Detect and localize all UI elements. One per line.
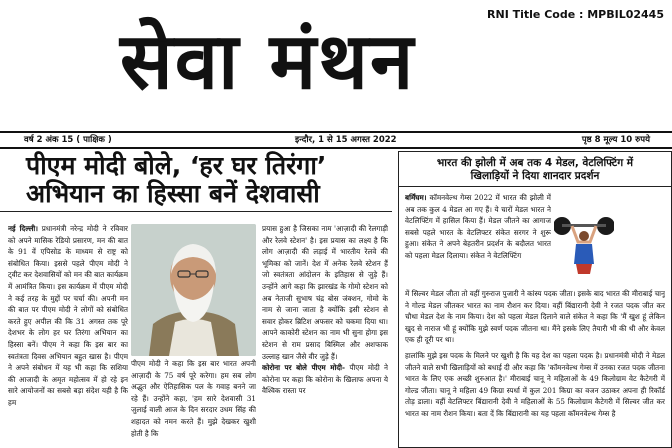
photo-caption-text: पीएम मोदी ने कहा कि इस बार भारत अपनी आज़ादी के 75 वर्ष पूरे करेगा। हम सब लोग अद्भुत और ऐतिहासिक पल के गवाह बनने जा रहे हैं। उन्होंने कहा, 'हम सारे देशवासी 31 जुलाई वाली आज के दिन सरदार उधम सिंह की शहादत को नमन करते हैं। मुझे देखकर खुशी होती है कि xyxy=(131,359,256,438)
issue-place-date: इन्दौर, 1 से 15 अगस्त 2022 xyxy=(295,135,397,145)
side-story-intro: कॉमनवेल्थ गेम्स 2022 में भारत की झोली में अब तक कुल 4 मेडल आ गए हैं। ये चारों मेडल भारत ने वेटलिफ्टिंग में हासिल किया हैं। मेडल जीतने का आगाज सबसे पहले भारत के वेटलिफ्टर संकेत सरगर ने शुरू हुआ। संकेत ने अपने बेहतरीन प्रदर्शन के बदौलत भारत को पहला मेडल दिलाया। संकेत ने वेटलिफ्टिंग xyxy=(405,193,551,260)
rni-code: RNI Title Code : MPBIL02445 xyxy=(487,8,664,21)
side-headline-divider xyxy=(399,186,671,187)
pm-portrait-illustration xyxy=(131,224,256,356)
main-story-column-1 xyxy=(8,223,128,445)
issue-pages-price: पृष्ठ 8 मूल्य 10 रुपये xyxy=(581,135,650,145)
main-story-column-2 xyxy=(262,223,388,445)
main-story-col2-text: प्रयास हुआ है जिसका नाम 'आज़ादी की रेलगाड़ी और रेलवे स्टेशन' है। इस प्रयास का लक्ष्य है कि लोग आज़ादी की लड़ाई में भारतीय रेलवे की भूमिका को जानें। देश में अनेक रेलवे स्टेशन हैं जो स्वतंत्रता आंदोलन के इतिहास से जुड़े हैं। उन्होंने आगे कहा कि झारखंड के गोमो स्टेशन को अब नेताजी सुभाष चंद्र बोस जंक्शन, गोमो के नाम से जाना जाता है क्योंकि इसी स्टेशन से सवार होकर ब्रिटिश अफसर को चकमा दिया था। आपने काकोरी स्टेशन का नाम भी सुना होगा इस स्टेशन से राम प्रसाद बिस्मिल और अशफाक उल्लाह खान जैसे वीर जुड़े हैं। xyxy=(262,224,388,361)
newspaper-title: सेवा मंथन xyxy=(120,17,416,107)
headline-divider xyxy=(0,211,392,212)
side-headline-line2: खिलाड़ियों ने दिया शानदार प्रदर्शन xyxy=(470,170,600,182)
main-story-col1-text: प्रधानमंत्री नरेन्द्र मोदी ने रविवार को अपने मासिक रेडियो प्रसारण, मन की बात के 91 वें एपिसोड के माध्यम से राष्ट्र को संबोधित किया। इससे पहले पीएम मोदी ने ट्वीट कर देशवासियों को मन की बात कार्यक्रम में आमंत्रित किया। इस कार्यक्रम में पीएम मोदी ने कई तरह के मुद्दों पर चर्चा की। अपनी मन की बात पर पीएम मोदी ने लोगों को संबोधित करते हुए अपील की कि 31 अगस्त तक पूरे देशभर के लोग हर घर तिरंगा अभियान का हिस्सा बनें। पीएम ने कहा कि इस बार का स्वतंत्रता दिवस अभियान बहुत खास है। पीएम ने अपने संबोधन में यह भी कहा कि सशिया की आजादी के अमृत महोत्सव में हो रहे इन सारे आयोजनों का सबसे बड़ा संदेश यही है कि हम xyxy=(8,224,128,407)
pm-modi-photo xyxy=(131,224,256,356)
weightlifter-illustration xyxy=(554,212,614,274)
main-headline-line1: पीएम मोदी बोले, ‘हर घर तिरंगा’ xyxy=(26,151,327,180)
weightlifter-photo xyxy=(554,212,614,274)
side-headline-line1: भारत की झोली में अब तक 4 मेडल, वेटलिफ्टिंग में xyxy=(436,157,634,169)
main-headline xyxy=(26,152,396,208)
side-story-body: में सिल्वर मेडल जीता तो वहीं गुरुराज पुजारी ने कांस्य पदक जीता। इसके बाद भारत की मीराबाई चानू ने गोल्ड मेडल जीतकर भारत का नाम रौशन कर दिया। वहीं बिंद्यारानी देवी ने रजत पदक जीत कर चौथा मेडल देश के नाम किया। देश को पहला मेडल दिलाने वाले संकेत ने कहा कि 'मैं खुश हूं लेकिन खुद से नाराज भी हूं क्योंकि मुझे स्वर्ण पदक जीतना था। मैंने इसके लिए तैयारी भी की थी और केवल एक ही दूरी पर था। xyxy=(405,289,665,345)
issue-bar xyxy=(0,131,672,149)
main-story-col2-tail: पीएम मोदी ने कोरोना पर कहा कि कोरोना के खिलाफ अपना ये वैश्विक रास्ता पर xyxy=(262,363,388,396)
main-story xyxy=(0,151,392,446)
issue-volume: वर्ष 2 अंक 15 ( पाक्षिक ) xyxy=(24,135,112,145)
side-headline xyxy=(405,157,665,183)
masthead xyxy=(0,0,672,132)
main-story-subhead: कोरोना पर बोले पीएम मोदी- xyxy=(262,363,346,373)
side-story xyxy=(398,151,672,448)
main-headline-line2: अभियान का हिस्सा बनें देशवासी xyxy=(26,179,320,208)
side-dateline: बर्मिंघम। xyxy=(405,193,427,202)
main-dateline: नई दिल्ली। xyxy=(8,224,38,233)
side-story-wrap-text xyxy=(405,192,551,286)
side-story-body-2: हालांकि मुझे इस पदक के मिलने पर खुशी है कि यह देश का पहला पदक है। प्रधानमंत्री मोदी ने मेडल जीतने वाले सभी खिलाड़ियों को बधाई दी और कहा कि 'कॉमनवेल्थ गेम्स में उनका रजत पदक जीतना भारत के लिए एक अच्छी शुरुआत है।' मीराबाई चानू ने महिलाओं के 49 किलोग्राम वेट कैटेगरी में गोल्ड जीता। चानू ने महिला 49 किग्रा स्पर्धा में कुल 201 किग्रा का वजन उठाकर अपना ही रिकॉर्ड तोड़ डाला। वहीं वेटलिफ्टर बिंद्यारानी देवी ने महिलाओं के 55 किलोग्राम कैटेगरी में सिल्वर जीत कर भारत का नाम रौशन किया। बता दें कि बिंद्यारानी का यह पहला कॉमनवेल्थ गेम्स है xyxy=(405,351,665,418)
